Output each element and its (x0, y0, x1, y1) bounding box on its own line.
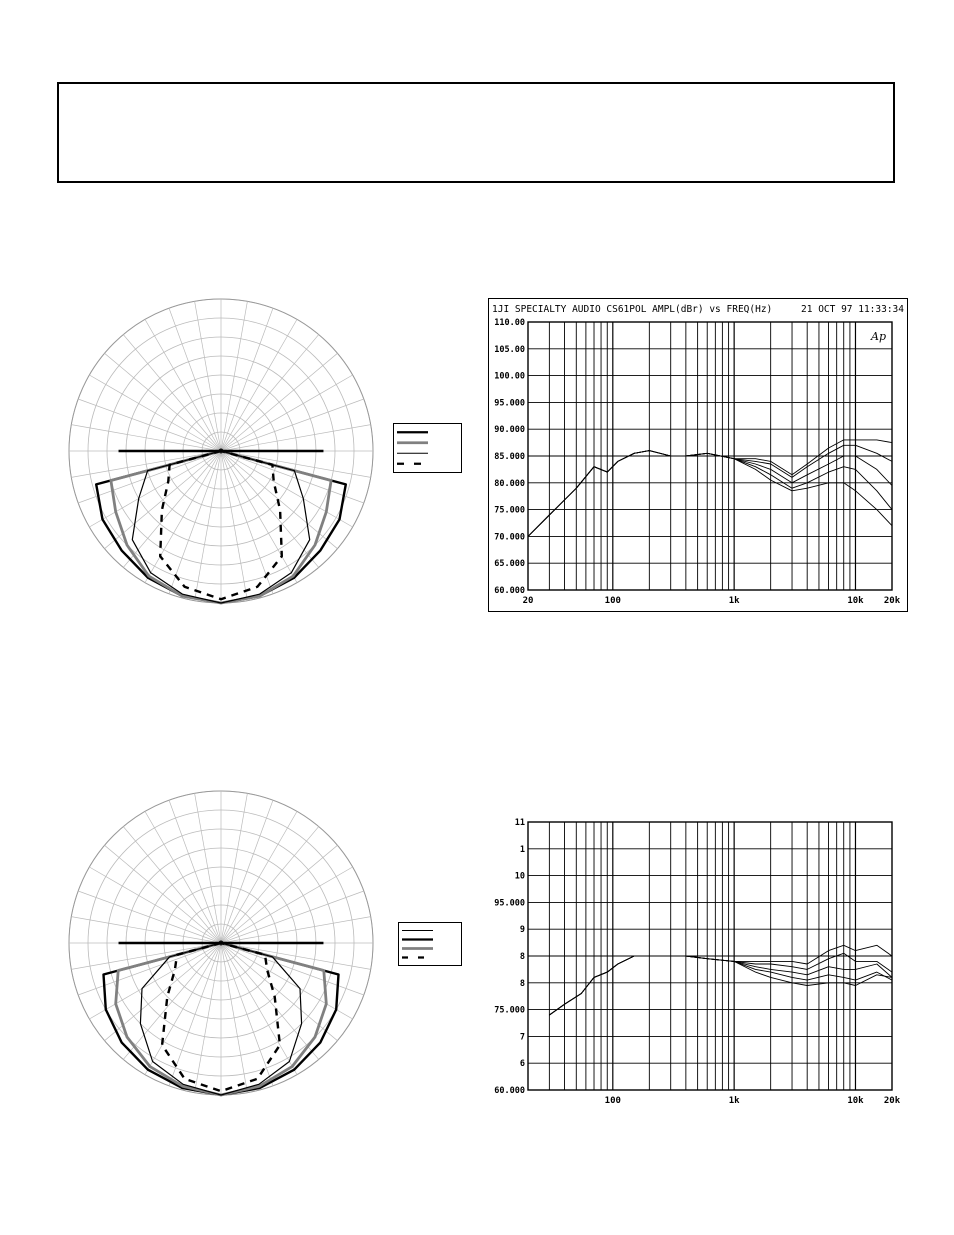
x-tick-label: 100 (604, 596, 621, 606)
x-tick-label: 20k (883, 1096, 901, 1106)
y-tick-label: 7 (519, 1032, 525, 1043)
chart-title: 1JI SPECIALTY AUDIO CS61POL AMPL(dBr) vs FREQ(Hz) (492, 304, 773, 315)
x-tick-label: 20k (883, 596, 901, 606)
y-tick-label: 90.000 (494, 425, 525, 436)
y-tick-label: 1 (519, 844, 525, 855)
ap-logo: Ap (871, 330, 886, 343)
y-tick-label: 95.000 (494, 898, 525, 909)
response-series-3 (528, 451, 892, 537)
y-tick-label: 105.00 (494, 344, 525, 355)
y-tick-label: 70.000 (494, 532, 525, 543)
header-box (57, 82, 895, 183)
x-tick-label: 1k (728, 1096, 740, 1106)
y-tick-label: 9 (519, 925, 525, 936)
y-tick-label: 8 (519, 952, 525, 962)
legend-swatches (394, 424, 454, 472)
legend-top (393, 423, 462, 473)
y-tick-label: 6 (519, 1059, 525, 1070)
y-tick-label: 60.000 (494, 586, 525, 596)
frequency-response-chart-bottom (488, 798, 908, 1108)
y-tick-label: 60.000 (494, 1086, 525, 1096)
y-tick-label: 100.00 (494, 371, 525, 382)
x-tick-label: 10k (847, 1096, 864, 1106)
y-tick-label: 80.000 (494, 478, 525, 489)
response-series-4 (528, 451, 892, 537)
response-series-1 (528, 440, 892, 537)
x-tick-label: 10k (847, 596, 864, 606)
chart-timestamp: 21 OCT 97 11:33:34 (801, 304, 904, 315)
x-tick-label: 100 (604, 1096, 621, 1106)
y-tick-label: 85.000 (494, 452, 525, 462)
y-tick-label: 110.00 (494, 318, 525, 328)
x-tick-label: 20 (522, 596, 534, 606)
y-tick-label: 75.000 (494, 505, 525, 516)
legend-swatches (399, 923, 459, 965)
y-tick-label: 75.000 (494, 1005, 525, 1016)
y-tick-label: 8 (519, 978, 525, 989)
y-tick-label: 10 (514, 871, 525, 882)
polar-plot-top (66, 298, 376, 608)
response-series-5 (528, 451, 892, 537)
y-tick-label: 95.000 (494, 398, 525, 409)
polar-plot-bottom (66, 790, 376, 1100)
y-tick-label: 11 (514, 818, 525, 828)
legend-bottom (398, 922, 462, 966)
y-tick-label: 65.000 (494, 559, 525, 570)
frequency-response-chart-top (488, 298, 908, 612)
x-tick-label: 1k (728, 596, 740, 606)
